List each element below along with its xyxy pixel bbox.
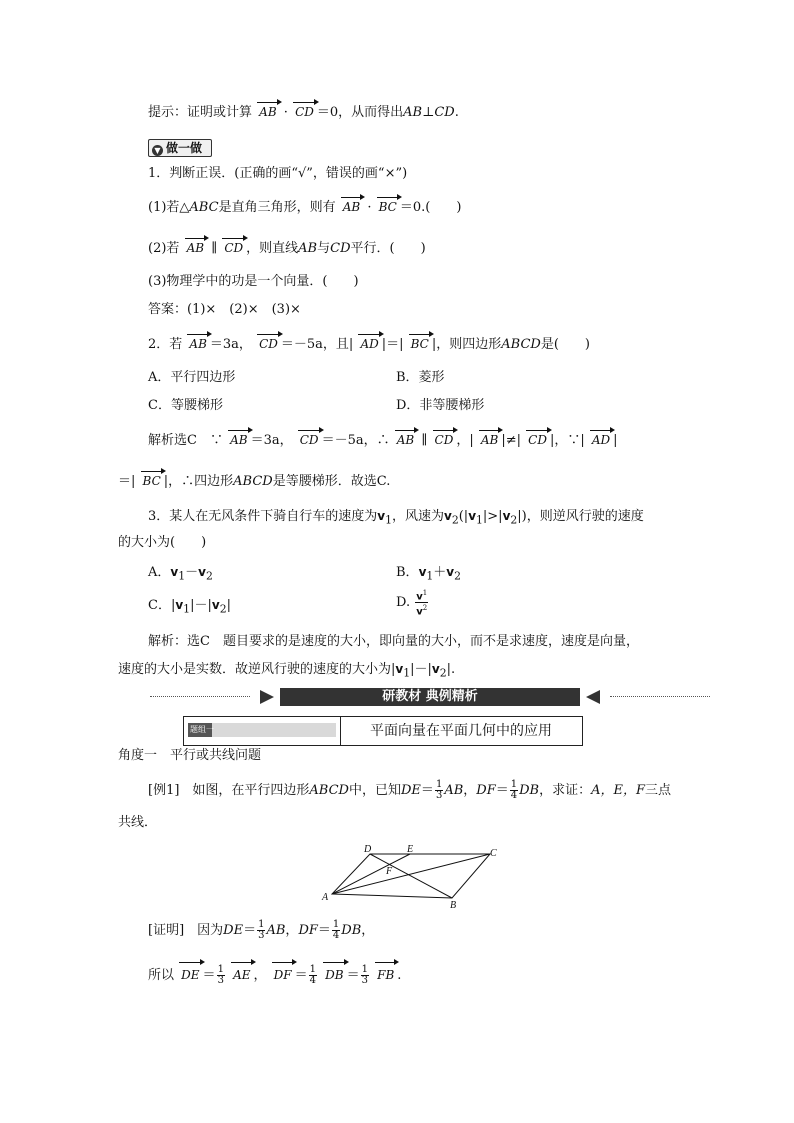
q1-item-1: (1)若△ABC是直角三角形，则有 AB · BC ＝0.( ): [148, 197, 461, 218]
vector-cd: CD: [292, 102, 317, 122]
q2-option-c: C．等腰梯形: [148, 398, 223, 413]
q1-item-3: (3)物理学中的功是一个向量．( ): [148, 274, 359, 289]
point-f-label: F: [386, 866, 393, 877]
q3-solution-2: 速度的大小是实数．故逆风行驶的速度的大小为$|v_1|-|v_2|$.: [118, 662, 456, 680]
vector-ad: AD: [357, 334, 381, 354]
proof-line-2: 所以 DE ＝ $\frac{1}{3}$ AE ， DF ＝ $\frac{1}{4}$ DB ＝ $\frac{1}{3}$ FB .: [148, 964, 402, 986]
q3-option-b: B．$v_1+v_2$: [396, 565, 462, 583]
q3-stem-2: 的大小为( ): [118, 535, 207, 550]
q2-solution-1: 解析选C ∵ AB ＝3a， CD ＝－5a，∴ AB ∥ CD ，| AB |≠| CD |，∵| AD |: [148, 430, 618, 451]
vector-ab: AB: [186, 334, 209, 354]
vector-ab: AB: [340, 197, 363, 217]
point-c-label: C: [490, 848, 497, 859]
q3-option-c: C．$|v_1|-|v_2|$: [148, 598, 231, 616]
q1-item-2: (2)若 AB ∥ CD ，则直线AB与CD平行．( ): [148, 238, 426, 259]
section-banner: [150, 688, 710, 706]
point-b-label: B: [450, 900, 457, 908]
q3-solution-1: 解析：选C 题目要求的是速度的大小，即向量的大小，而不是求速度，速度是向量，: [148, 634, 639, 649]
example-1-stem: [例1] 如图，在平行四边形ABCD中，已知DE＝ $\frac{1}{3}$ AB，DF＝ $\frac{1}{4}$ DB，求证：A，E，F三点: [148, 779, 672, 801]
vector-bc: BC: [408, 334, 432, 354]
try-it-badge: ▼ 做一做: [148, 139, 212, 157]
proof-line-1: [证明] 因为DE＝ $\frac{1}{3}$ AB，DF＝ $\frac{1}{4}$ DB，: [148, 919, 375, 941]
topic-title: 平面向量在平面几何中的应用: [370, 723, 552, 739]
example-1-stem-2: 共线．: [118, 815, 158, 830]
q1-stem: 1．判断正误．(正确的画“√”，错误的画“×”): [148, 166, 408, 181]
vector-ab: AB: [184, 238, 207, 258]
q2-option-a: A．平行四边形: [148, 370, 236, 385]
q2-option-b: B．菱形: [396, 370, 445, 385]
vector-ab: AB: [256, 102, 279, 122]
q3-fraction: $\frac{v^1}{v^2}$: [416, 589, 428, 618]
hint-line: 提示：证明或计算 AB · CD ＝0，从而得出AB⊥CD.: [148, 102, 459, 123]
point-a-label: A: [322, 892, 329, 903]
q2-option-d: D．非等腰梯形: [396, 398, 485, 413]
q1-answer: 答案：(1)× (2)× (3)×: [148, 302, 301, 317]
point-d-label: D: [364, 844, 372, 855]
vector-bc: BC: [376, 197, 400, 217]
vector-cd: CD: [221, 238, 246, 258]
vector-cd: CD: [256, 334, 281, 354]
q2-solution-2: ＝| BC |，∴四边形ABCD是等腰梯形．故选C.: [118, 471, 390, 492]
q2-stem: 2．若 AB ＝3a， CD ＝－5a，且| AD |＝| BC |，则四边形ABCD是( ): [148, 334, 590, 355]
triangle-down-icon: ▼: [152, 145, 163, 156]
angle-heading: 角度一 平行或共线问题: [118, 748, 262, 763]
q3-option-a: A．$v_1-v_2$: [148, 565, 213, 583]
point-e-label: E: [407, 844, 414, 855]
topic-box: [183, 716, 583, 746]
topic-tag: 题组一: [188, 723, 336, 737]
banner-title: 研教材 典例精析: [382, 689, 478, 704]
parallelogram-figure: [320, 842, 500, 908]
q3-stem-1: 3．某人在无风条件下骑自行车的速度为$v_1$，风速为$v_2(|v_1|>|v_2|)$，则逆风行驶的速度: [148, 509, 644, 527]
q3-option-d: D. $\frac{v^1}{v^2}$: [396, 589, 428, 618]
